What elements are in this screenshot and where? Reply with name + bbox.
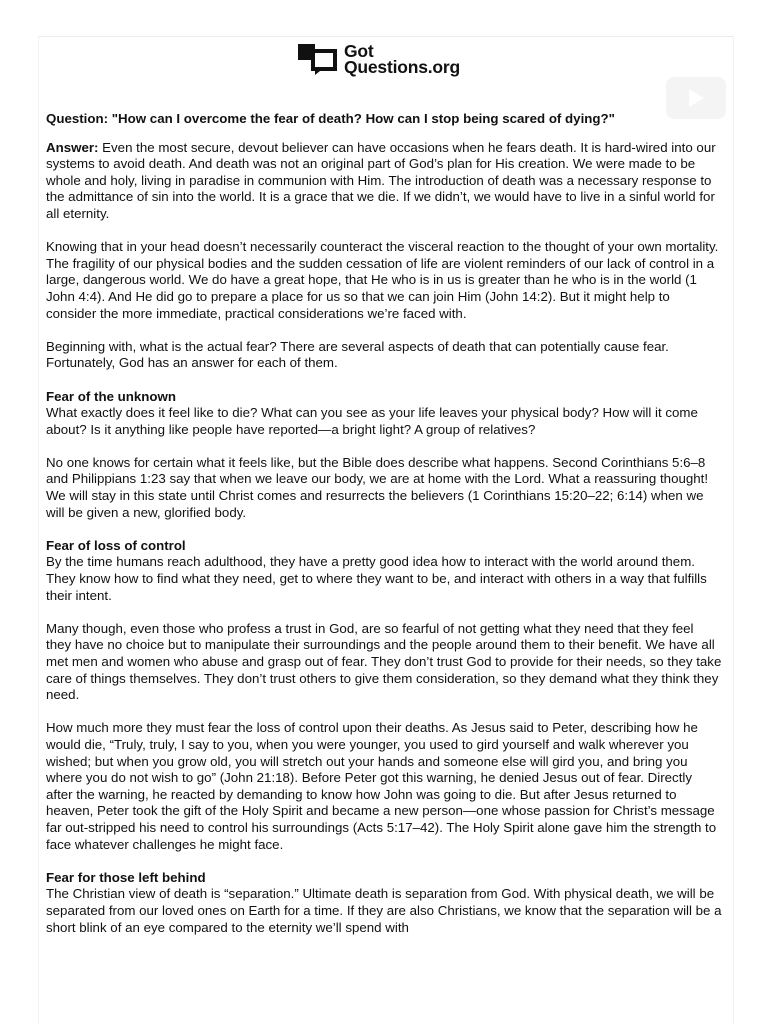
paragraph: No one knows for certain what it feels like, but the Bible does describe what happens. Second Corinthians 5:6–8 and Philippians 1:23 say that when we leave our body, we are at home with the Lord. What a reassuring thought! We will stay in this state until Christ comes and resurrects the believers (1 Corinthians 15:20–22; 6:14) when we will be given a new, glorified body. <box>46 454 709 520</box>
logo-line-1: Got <box>344 41 374 61</box>
section-heading: Fear for those left behind <box>46 869 206 885</box>
logo-wordmark <box>344 43 460 75</box>
section-text: What exactly does it feel like to die? What can you see as your life leaves your physical body? How will it come about? Is it anything like people have reported—a bright light? A group of relatives? <box>46 405 698 437</box>
section-text: The Christian view of death is “separation.” Ultimate death is separation from God. With physical death, we will be separated from our loved ones on Earth for a time. If they are also Christians, we know that the separation will be a short blink of an eye compared to the eternity we’ll spend with <box>46 886 722 935</box>
paragraph: Many though, even those who profess a trust in God, are so fearful of not getting what they need that they feel they have no choice but to manipulate their surroundings and the people around them to their benefit. We have all met men and women who abuse and grasp out of fear. They don’t trust God to provide for their needs, so they take care of things themselves. They don’t trust others to give them consideration, so they demand what they think they need. <box>46 620 722 703</box>
gotquestions-logo-icon <box>298 42 338 76</box>
section-loss-of-control <box>46 538 722 604</box>
answer-intro-text: Even the most secure, devout believer can have occasions when he fears death. It is hard-wired into our systems to avoid death. And death was not an original part of God’s plan for His creation. We were made to be whole and holy, living in paradise in communion with Him. The introduction of death was a necessary response to the admittance of sin into the world. It is a grace that we die. If we didn’t, we would have to live in a sinful world for all eternity. <box>46 139 716 221</box>
play-video-icon <box>686 88 706 108</box>
paragraph: Beginning with, what is the actual fear? There are several aspects of death that can potentially cause fear. Fortunately, God has an answer for each of them. <box>46 338 669 371</box>
question-heading: Question: "How can I overcome the fear of death? How can I stop being scared of dying?" <box>46 111 615 126</box>
paragraph: Knowing that in your head doesn’t necessarily counteract the visceral reaction to the thought of your own mortality. The fragility of our physical bodies and the sudden cessation of life are violent reminders of our lack of control in a large, dangerous world. We do have a great hope, that He who is in us is greater than he who is in the world (1 John 4:4). And He did go to prepare a place for us so that we can join Him (John 14:2). But it might help to consider the more immediate, practical considerations we’re faced with. <box>46 239 719 321</box>
logo-line-2: Questions.org <box>344 57 461 77</box>
document-page <box>38 36 734 1024</box>
site-logo[interactable] <box>298 41 460 77</box>
section-text: By the time humans reach adulthood, they have a pretty good idea how to interact with the world around them. They know how to find what they need, get to where they want to be, and interact with others in a way that fulfills their intent. <box>46 554 707 603</box>
answer-paragraph <box>46 140 722 223</box>
article-body <box>46 111 722 953</box>
section-heading: Fear of the unknown <box>46 388 177 404</box>
answer-label: Answer: <box>46 139 99 155</box>
section-unknown <box>46 389 722 439</box>
section-left-behind <box>46 870 722 936</box>
section-heading: Fear of loss of control <box>46 537 186 553</box>
paragraph: How much more they must fear the loss of control upon their deaths. As Jesus said to Peter, describing how he would die, “Truly, truly, I say to you, when you were younger, you used to gird yourself and walk wherever you wished; but when you grow old, you will stretch out your hands and someone else will gird you, and bring you where you do not wish to go” (John 21:18). Before Peter got this warning, he denied Jesus out of fear. Directly after the warning, he reacted by demanding to know how John was going to die. But after Jesus returned to heaven, Peter took the gift of the Holy Spirit and became a new person—one whose passion for Christ’s message far out-stripped his need to control his surroundings (Acts 5:17–42). The Holy Spirit alone gave him the strength to face whatever challenges he might face. <box>46 720 717 852</box>
